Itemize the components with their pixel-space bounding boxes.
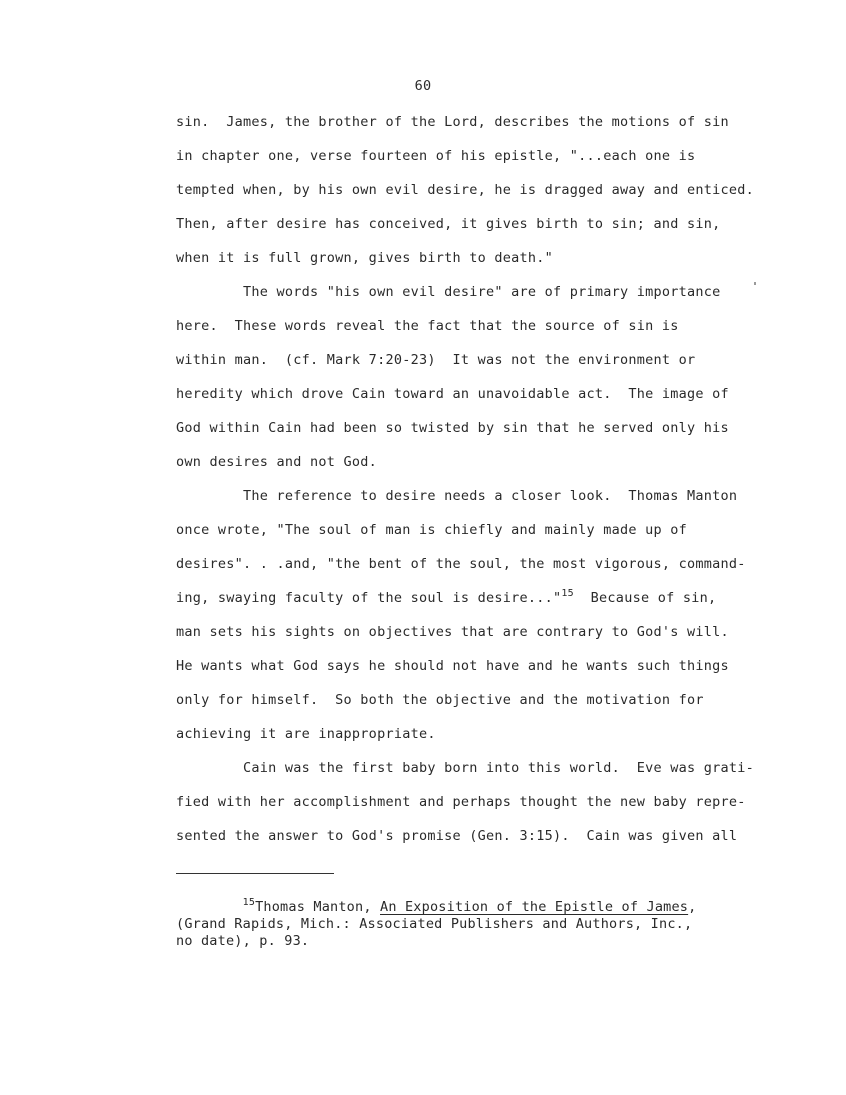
body-line: when it is full grown, gives birth to death." [176,250,553,266]
body-line: within man. (cf. Mark 7:20-23) It was not the environment or [176,352,696,368]
footnote-line [176,899,696,917]
body-line: desires". . .and, "the bent of the soul, the most vigorous, command- [176,556,746,572]
footnote-punct: , [688,899,697,915]
body-line: man sets his sights on objectives that are contrary to God's will. [176,624,729,640]
body-line: only for himself. So both the objective and the motivation for [176,692,704,708]
body-line: own desires and not God. [176,454,378,470]
body-line: fied with her accomplishment and perhaps thought the new baby repre- [176,794,746,810]
body-line: here. These words reveal the fact that the source of sin is [176,318,679,334]
footnote-line: no date), p. 93. [176,933,310,949]
body-line: sented the answer to God's promise (Gen. 3:15). Cain was given all [176,828,738,844]
page-number: 60 [414,78,432,94]
scan-speck [754,282,756,285]
body-line: God within Cain had been so twisted by sin that he served only his [176,420,729,436]
body-line: He wants what God says he should not have and he wants such things [176,658,729,674]
body-line [176,590,716,608]
body-line: heredity which drove Cain toward an unavoidable act. The image of [176,386,729,402]
footnote-divider [176,873,334,874]
body-line: Cain was the first baby born into this world. Eve was grati- [176,760,755,776]
footnote-title: An Exposition of the Epistle of James [380,899,689,915]
footnote-marker: 15 [242,897,256,908]
body-line: The words "his own evil desire" are of primary importance [176,284,721,300]
body-line: Then, after desire has conceived, it gives birth to sin; and sin, [176,216,721,232]
body-line-text: Because of sin, [573,590,717,606]
body-line: sin. James, the brother of the Lord, describes the motions of sin [176,114,729,130]
body-line: tempted when, by his own evil desire, he is dragged away and enticed. [176,182,755,198]
footnote-reference: 15 [561,588,574,599]
body-line: in chapter one, verse fourteen of his epistle, "...each one is [176,148,696,164]
body-line: once wrote, "The soul of man is chiefly and mainly made up of [176,522,688,538]
footnote-author: Thomas Manton, [255,899,380,915]
footnote-line: (Grand Rapids, Mich.: Associated Publishers and Authors, Inc., [176,916,693,932]
body-line: The reference to desire needs a closer look. Thomas Manton [176,488,738,504]
body-line-text: ing, swaying faculty of the soul is desire..." [176,590,562,606]
body-line: achieving it are inappropriate. [176,726,436,742]
